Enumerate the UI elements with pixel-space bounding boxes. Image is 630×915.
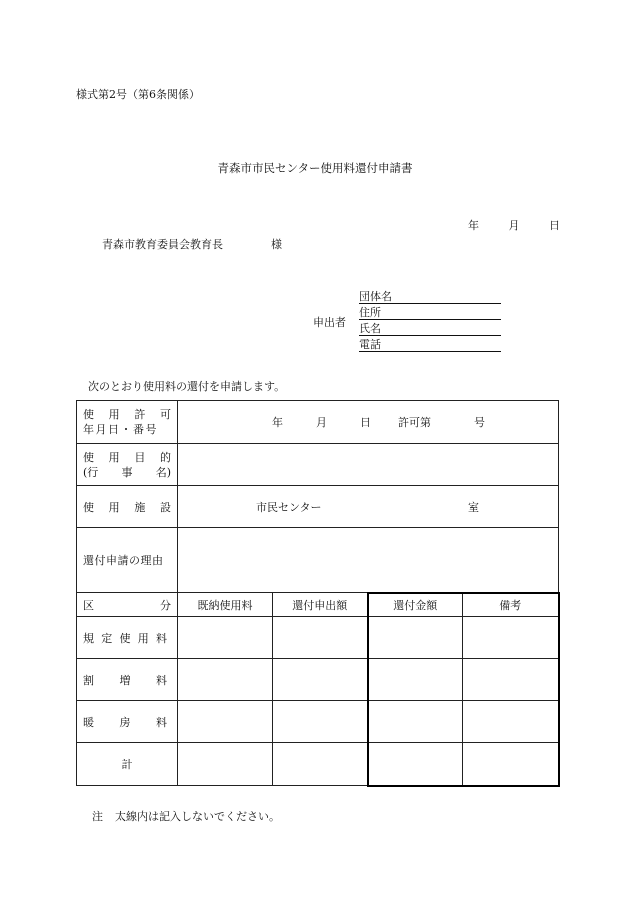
date-line: [468, 217, 560, 233]
document-title: 青森市市民センター使用料還付申請書: [217, 161, 413, 175]
fee-header-row: [77, 593, 559, 617]
requested-refund-header: 還付申出額: [273, 593, 368, 617]
surcharge-label: 割 増 料: [77, 659, 178, 701]
fee-row-heating: [77, 701, 559, 743]
heating-fee-label: 暖 房 料: [77, 701, 178, 743]
permit-label: 使 用 許 可 年月日・番号: [77, 401, 178, 444]
facility-field[interactable]: [178, 486, 559, 528]
applicant-name-field[interactable]: 氏名: [359, 322, 501, 336]
heating-requested-cell[interactable]: [273, 701, 368, 743]
permit-month-label: 月: [316, 416, 327, 429]
surcharge-refund-cell: [368, 659, 463, 701]
reason-field[interactable]: [178, 528, 559, 593]
heating-refund-cell: [368, 701, 463, 743]
category-header: 区 分: [77, 593, 178, 617]
applicant-label: 申出者: [313, 316, 346, 329]
date-month-label: 月: [508, 219, 520, 232]
facility-label: 使 用 施 設: [77, 486, 178, 528]
purpose-row: [77, 444, 559, 486]
intro-text: 次のとおり使用料の還付を申請します。: [88, 380, 286, 393]
heating-paid-cell[interactable]: [178, 701, 273, 743]
standard-requested-cell[interactable]: [273, 617, 368, 659]
form-number: 様式第2号（第6条関係）: [76, 88, 200, 101]
standard-fee-label: 規 定 使 用 料: [77, 617, 178, 659]
refund-amount-header: 還付金額: [368, 593, 463, 617]
purpose-label: 使 用 目 的 (行 事 名): [77, 444, 178, 486]
reason-row: [77, 528, 559, 593]
date-day-label: 日: [549, 219, 560, 232]
footnote: [92, 808, 280, 824]
reason-label: 還付申請の理由: [77, 528, 178, 593]
surcharge-paid-cell[interactable]: [178, 659, 273, 701]
heating-remarks-cell: [463, 701, 559, 743]
applicant-phone-field[interactable]: 電話: [359, 338, 501, 352]
permit-date-number-field[interactable]: [178, 401, 559, 444]
total-refund-cell: [368, 743, 463, 786]
total-remarks-cell: [463, 743, 559, 786]
paid-fee-header: 既納使用料: [178, 593, 273, 617]
addressee: [102, 236, 282, 252]
facility-row: [77, 486, 559, 528]
permit-day-label: 日: [360, 416, 371, 429]
fee-row-total: [77, 743, 559, 786]
standard-refund-cell: [368, 617, 463, 659]
total-label: 計: [77, 743, 178, 786]
permit-number-suffix: 号: [474, 416, 485, 429]
fee-row-surcharge: [77, 659, 559, 701]
permit-row: [77, 401, 559, 444]
facility-center-label: 市民センター: [256, 500, 322, 514]
remarks-header: 備考: [463, 593, 559, 617]
permit-year-label: 年: [272, 416, 283, 429]
standard-remarks-cell: [463, 617, 559, 659]
addressee-name: 青森市教育委員会教育長: [102, 238, 223, 251]
addressee-honorific: 様: [271, 238, 282, 251]
footnote-text: 太線内は記入しないでください。: [115, 810, 280, 823]
total-paid-cell[interactable]: [178, 743, 273, 786]
purpose-field[interactable]: [178, 444, 559, 486]
standard-paid-cell[interactable]: [178, 617, 273, 659]
applicant-address-field[interactable]: 住所: [359, 306, 501, 320]
date-year-label: 年: [468, 219, 479, 232]
total-requested-cell[interactable]: [273, 743, 368, 786]
footnote-mark: 注: [92, 810, 103, 823]
facility-room-label: 室: [468, 500, 479, 514]
permit-number-label: 許可第: [398, 416, 431, 429]
surcharge-remarks-cell: [463, 659, 559, 701]
fee-row-standard: [77, 617, 559, 659]
applicant-organization-field[interactable]: 団体名: [359, 290, 501, 304]
refund-application-table: [76, 400, 560, 787]
surcharge-requested-cell[interactable]: [273, 659, 368, 701]
